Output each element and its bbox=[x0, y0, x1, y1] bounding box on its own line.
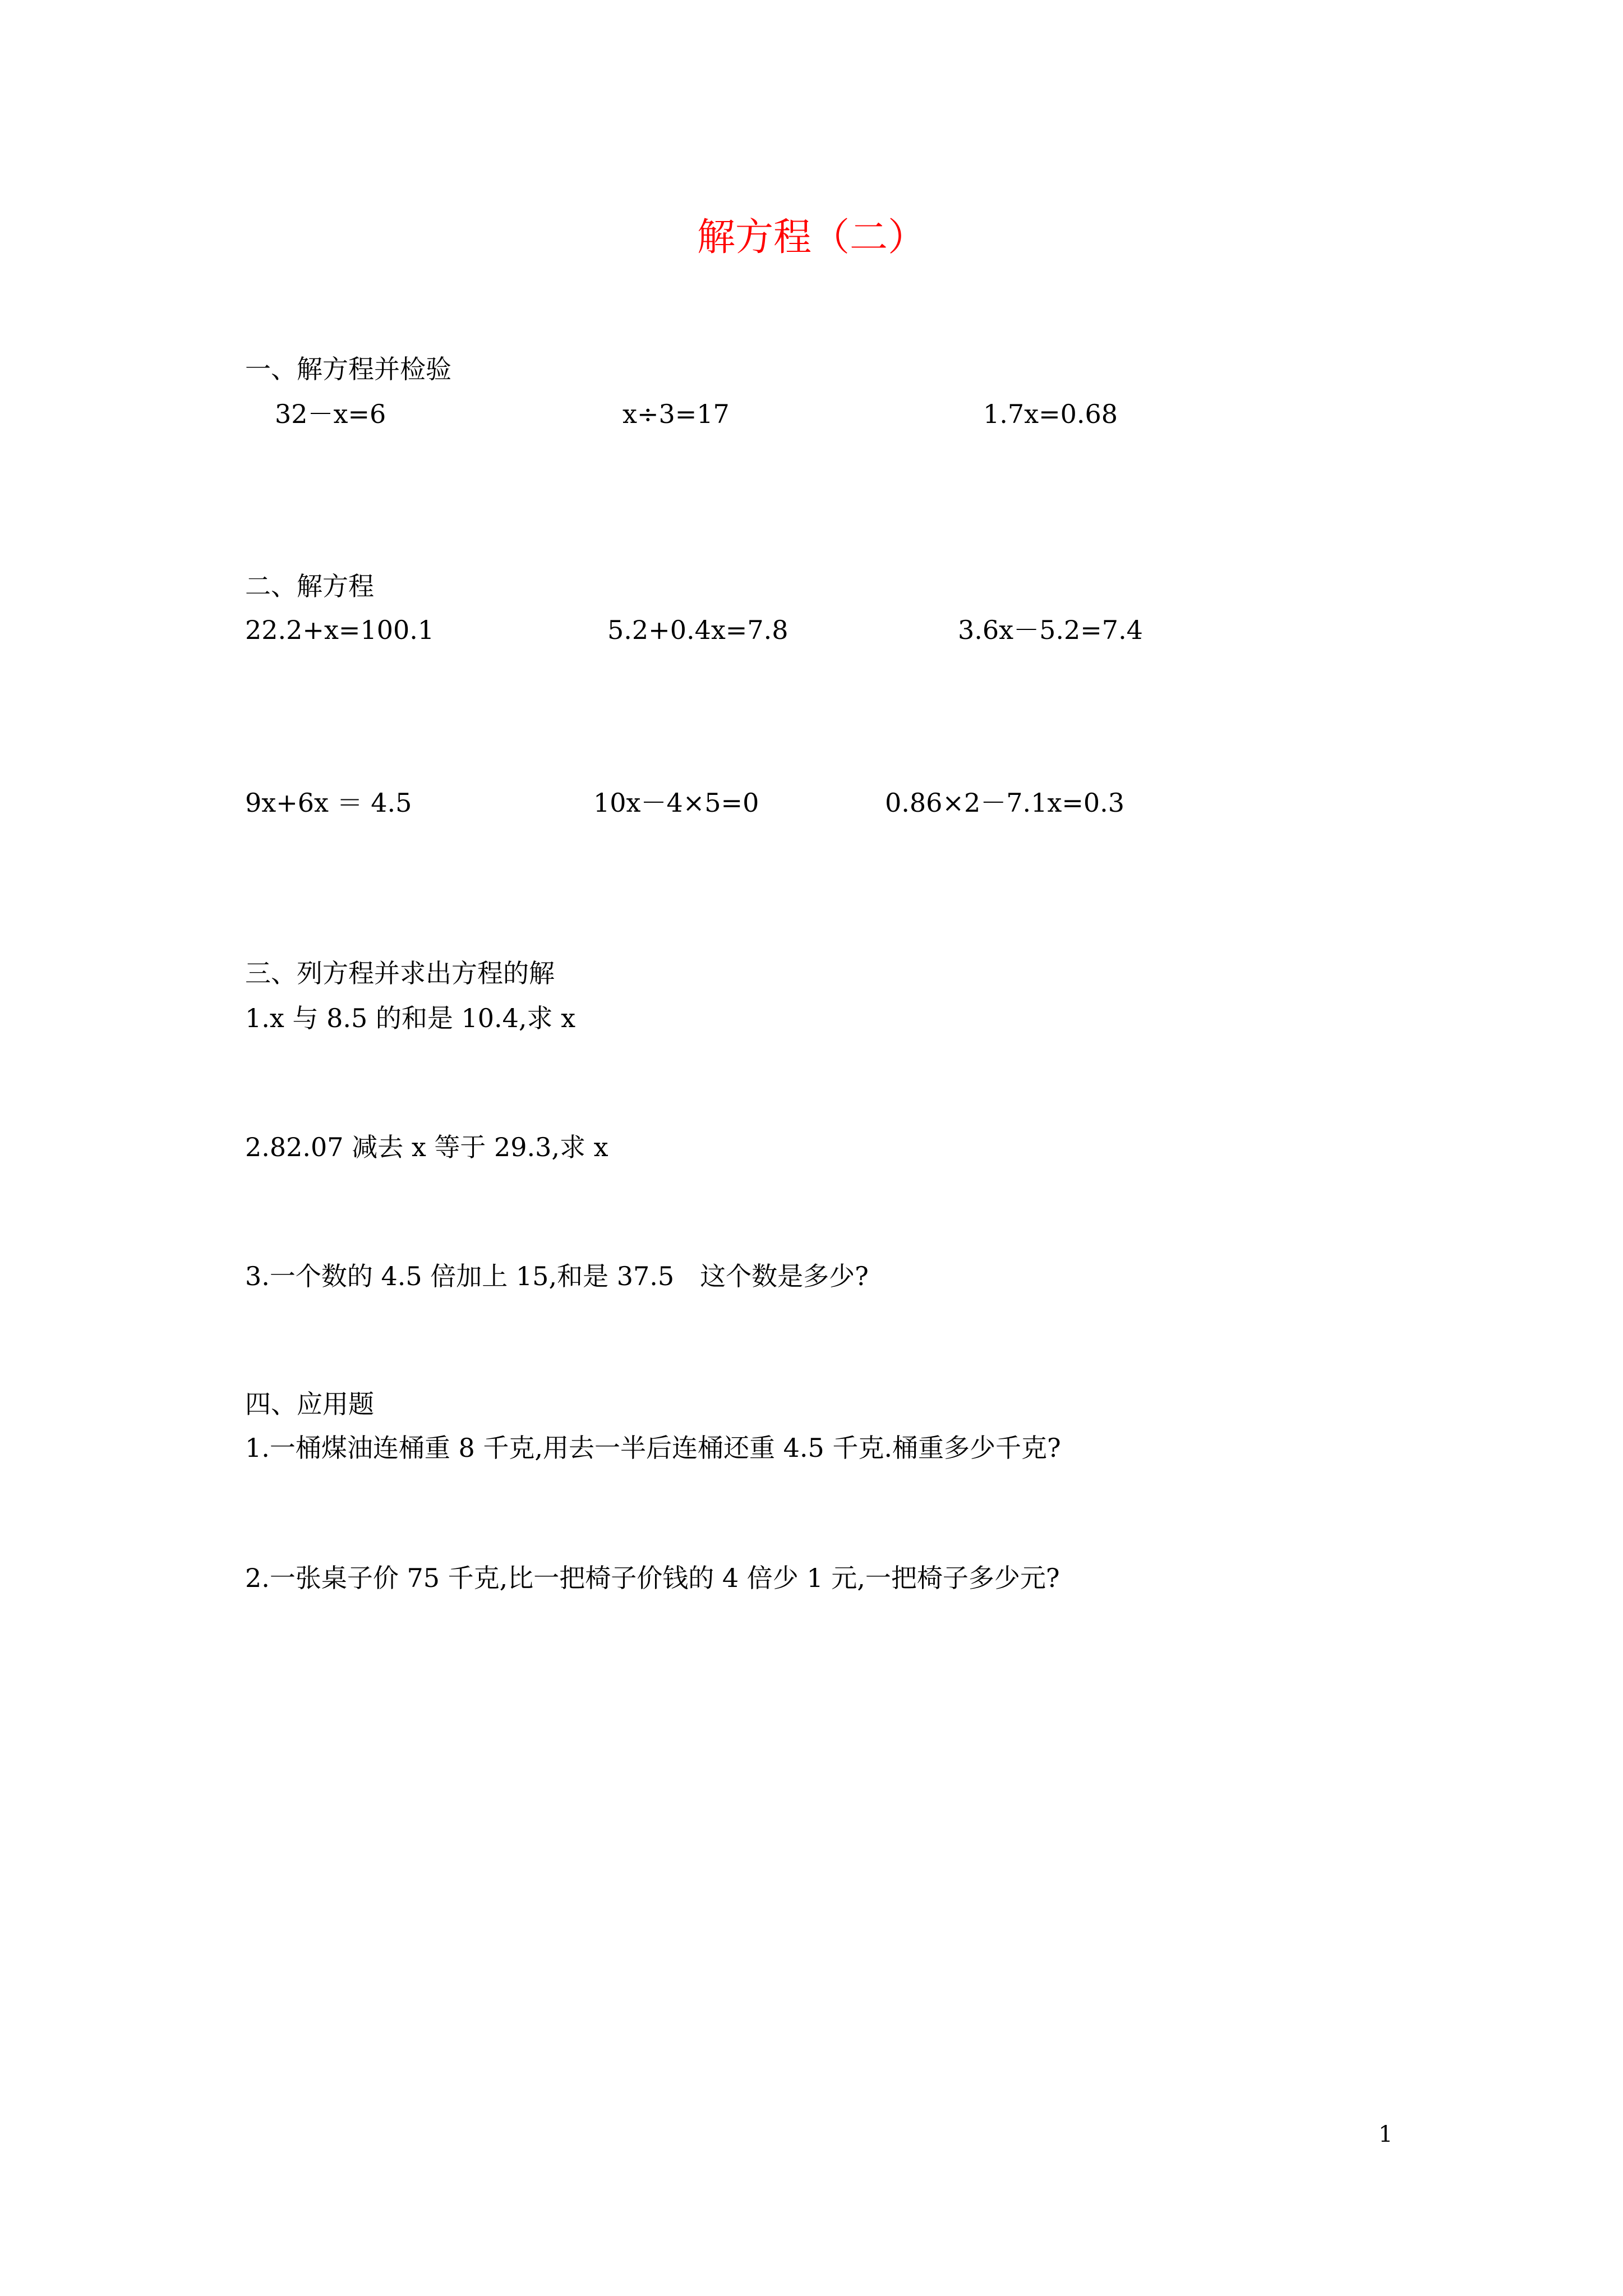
section4-heading: 四、应用题 bbox=[245, 1389, 374, 1419]
page-title: 解方程（二） bbox=[697, 215, 926, 260]
section2-equation-3: 3.6x－5.2=7.4 bbox=[958, 615, 1143, 645]
section3-heading: 三、列方程并求出方程的解 bbox=[245, 958, 555, 988]
section3-item-1: 1.x 与 8.5 的和是 10.4,求 x bbox=[245, 1003, 576, 1033]
section4-item-2: 2.一张桌子价 75 千克,比一把椅子价钱的 4 倍少 1 元,一把椅子多少元? bbox=[245, 1563, 1060, 1593]
section2-equation-2: 5.2+0.4x=7.8 bbox=[607, 615, 789, 645]
section1-equation-2: x÷3=17 bbox=[623, 399, 730, 429]
section3-item-2: 2.82.07 减去 x 等于 29.3,求 x bbox=[245, 1132, 608, 1162]
section1-heading: 一、解方程并检验 bbox=[245, 354, 451, 384]
section2-equation-6: 0.86×2－7.1x=0.3 bbox=[885, 788, 1125, 818]
section4-item-1: 1.一桶煤油连桶重 8 千克,用去一半后连桶还重 4.5 千克.桶重多少千克? bbox=[245, 1433, 1061, 1463]
section2-equation-5: 10x－4×5=0 bbox=[593, 788, 759, 818]
section2-equation-1: 22.2+x=100.1 bbox=[245, 615, 435, 645]
section2-heading: 二、解方程 bbox=[245, 571, 374, 601]
section2-equation-4: 9x+6x ＝ 4.5 bbox=[245, 788, 412, 818]
section1-equation-1: 32－x=6 bbox=[275, 399, 386, 429]
section3-item-3: 3.一个数的 4.5 倍加上 15,和是 37.5 这个数是多少? bbox=[245, 1261, 869, 1291]
section1-equation-3: 1.7x=0.68 bbox=[983, 399, 1118, 429]
page-number: 1 bbox=[1378, 2122, 1393, 2147]
